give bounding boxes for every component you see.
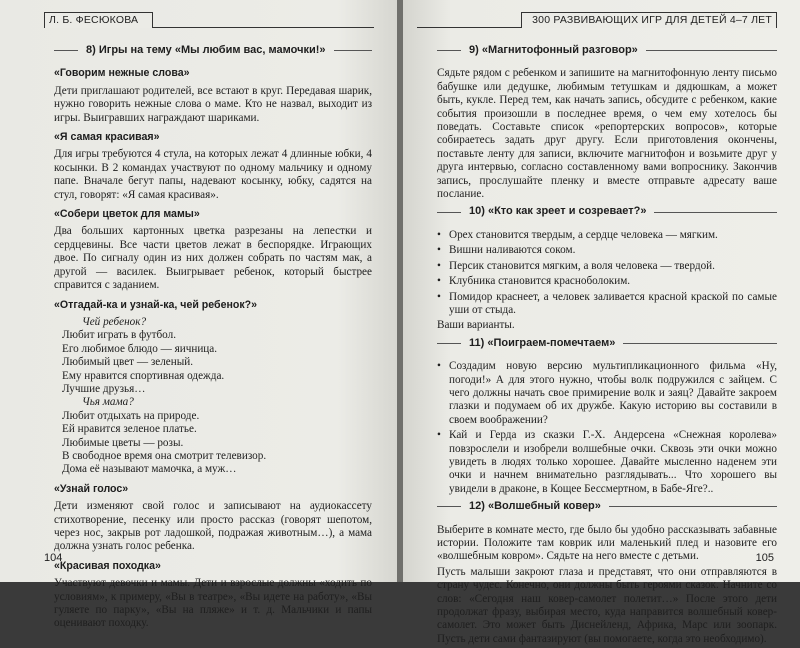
- section-10-tail: Ваши варианты.: [437, 319, 515, 332]
- title-rule: [437, 212, 461, 213]
- section-11-list: [437, 360, 777, 496]
- section-8-title-text: 8) Игры на тему «Мы любим вас, мамочки!»: [86, 44, 326, 56]
- title-rule: [654, 212, 777, 213]
- game-title: «Говорим нежные слова»: [54, 67, 190, 80]
- title-rule: [437, 343, 461, 344]
- title-rule: [623, 343, 777, 344]
- game-title: «Красивая походка»: [54, 559, 161, 572]
- book-title: 300 РАЗВИВАЮЩИХ ИГР ДЛЯ ДЕТЕЙ 4–7 ЛЕТ: [521, 12, 777, 28]
- section-12-text: Выберите в комнате место, где было бы удобно рассказывать забавные истории. Положите там коврик или маленький плед и назовите его «волшебным ковром». Сядьте на него вместе с детьми.: [437, 523, 777, 563]
- game-description: Участвуют девочки и мамы. Дети и взрослые должны «ходить по условиям», к примеру, «Вы в театре», «Вы идете на работу», «Вы гуляете по парку», «Вы на пляже» и т. д. Мальчики и папы оценивают походку.: [54, 577, 372, 630]
- poem-line: Чей ребенок?: [82, 315, 147, 328]
- title-rule: [437, 50, 461, 51]
- section-11-title: [437, 337, 777, 350]
- list-item: • Помидор краснеет, а человек заливается красной краской по самые уши от стыда.: [437, 291, 777, 318]
- section-9-title: [437, 44, 777, 57]
- right-running-header: [417, 12, 777, 28]
- left-running-header: [44, 12, 374, 28]
- poem-line: Чья мама?: [82, 396, 134, 409]
- poem-line: Его любимое блюдо — яичница.: [62, 342, 218, 355]
- game-description: Два больших картонных цветка разрезаны на лепестки и сердцевины. Все части цветов лежат в беспорядке. Играющих двое. По сигналу один из них должен собрать по частям мак, а другой — василек. Выигрывает ребенок, который быстрее справится с заданием.: [54, 225, 372, 292]
- list-item: • Создадим новую версию мультипликационного фильма «Ну, погоди!» А для этого нужно, чтобы волк подружился с зайцем. С чего должны начать свое примирение волк и заяц? Давайте закроем глазки и подумаем об их дружбе. Какую историю вы составили в своем воображении?: [437, 360, 777, 427]
- title-rule: [609, 506, 777, 507]
- poem-line: В свободное время она смотрит телевизор.: [62, 449, 267, 462]
- game-title: «Собери цветок для мамы»: [54, 208, 200, 221]
- poem-line: Любит играть в футбол.: [62, 329, 176, 342]
- section-12-title: [437, 500, 777, 513]
- title-rule: [646, 50, 777, 51]
- author-name: Л. Б. ФЕСЮКОВА: [44, 12, 153, 28]
- section-12-title-text: 12) «Волшебный ковер»: [469, 500, 601, 513]
- riddle-poem: [62, 316, 372, 477]
- game-title: «Я самая красивая»: [54, 131, 160, 144]
- section-10-title-text: 10) «Кто как зреет и созревает?»: [469, 205, 647, 218]
- page-number-right: 105: [755, 552, 774, 564]
- list-item: • Персик становится мягким, а воля человека — твердой.: [437, 260, 777, 273]
- list-item: • Клубника становится красноболоким.: [437, 275, 777, 288]
- game-title: «Отгадай-ка и узнай-ка, чей ребенок?»: [54, 298, 257, 311]
- section-9-title-text: 9) «Магнитофонный разговор»: [469, 44, 638, 56]
- poem-line: Любит отдыхать на природе.: [62, 409, 200, 422]
- title-rule: [54, 50, 78, 51]
- left-text-column: [54, 40, 372, 633]
- poem-line: Ему нравится спортивная одежда.: [62, 369, 225, 382]
- list-item: • Орех становится твердым, а сердце человека — мягким.: [437, 229, 777, 242]
- section-9-text: Сядьте рядом с ребенком и запишите на магнитофонную ленту письмо бабушке или дедушке, любимым тетушкам и дядюшкам, а может быть, кукле. Перед тем, как начать запись, обсудите с ребенком, какие события произошли в последнее время, о чем ему хотелось бы поведать. Составьте список «репортерских вопросов», которые собираетесь задать друг другу. Если приготовления окончены, поставьте ленту для записи, включите магнитофон и возьмите друг у друга интервью, согласно составленному вами вопроснику. Закончив запись, прослушайте пленку и вместе отправьте адресату ваше послание.: [437, 67, 777, 201]
- poem-line: Дома её называют мамочка, а муж…: [62, 463, 237, 476]
- poem-line: Любимый цвет — зеленый.: [62, 356, 194, 369]
- game-description: Дети приглашают родителей, все встают в круг. Передавая шарик, нужно говорить нежные слова о маме. Кто не назвал, выходит из игры. Выигравших награждают шариками.: [54, 84, 372, 124]
- game-title: «Узнай голос»: [54, 482, 129, 495]
- title-rule: [334, 50, 372, 51]
- right-text-column: [437, 40, 777, 648]
- title-rule: [437, 506, 461, 507]
- left-page: [0, 0, 397, 630]
- poem-line: Ей нравится зеленое платье.: [62, 423, 197, 436]
- section-10-title: [437, 205, 777, 218]
- list-item: • Вишни наливаются соком.: [437, 244, 777, 257]
- poem-line: Любимые цветы — розы.: [62, 436, 184, 449]
- right-page: [403, 0, 800, 645]
- game-description: Дети изменяют свой голос и записывают на аудиокассету стихотворение, песенку или просто рассказ (говорят шепотом, через нос, закрыв рот ладошкой, подражая животным…), а мама должна узнать голос ребенка.: [54, 500, 372, 553]
- poem-line: Лучшие друзья…: [62, 382, 146, 395]
- section-10-list: [437, 229, 777, 317]
- game-description: Для игры требуются 4 стула, на которых лежат 4 длинные юбки, 4 косынки. В 2 командах участвуют по одному мальчику и одному папе. Вначале бегут папы, надевают косынку, юбку, садятся на стул, говорят: «Я самая красивая».: [54, 148, 372, 201]
- page-number-left: 104: [44, 552, 63, 564]
- section-8-title: [54, 44, 372, 57]
- section-12-text: Пусть малыши закроют глаза и представят, что они отправляются в страну чудес. Конечно, они должны быть героями сказок. Начните со слов: «Сегодня наш ковер-самолет полетит…» После этого дети продолжат фразу, выбирая место, куда направится волшебный ковер-самолет. Это может быть Диснейленд, Африка, Марс или зоопарк. Пусть дети сами фантазируют (вы помогаете, когда это необходимо).: [437, 565, 777, 645]
- list-item: • Кай и Герда из сказки Г.-Х. Андерсена «Снежная королева» повзрослели и изобрели волшебные очки. Сквозь эти очки можно увидеть в людях только хорошее. Давайте мысленно наденем эти очки и начнем внимательно разглядывать... Что хорошего вы увидели в драконе, в Кощее Бессмертном, в Бабе-Яге?..: [437, 429, 777, 496]
- section-11-title-text: 11) «Поиграем-помечтаем»: [469, 336, 616, 349]
